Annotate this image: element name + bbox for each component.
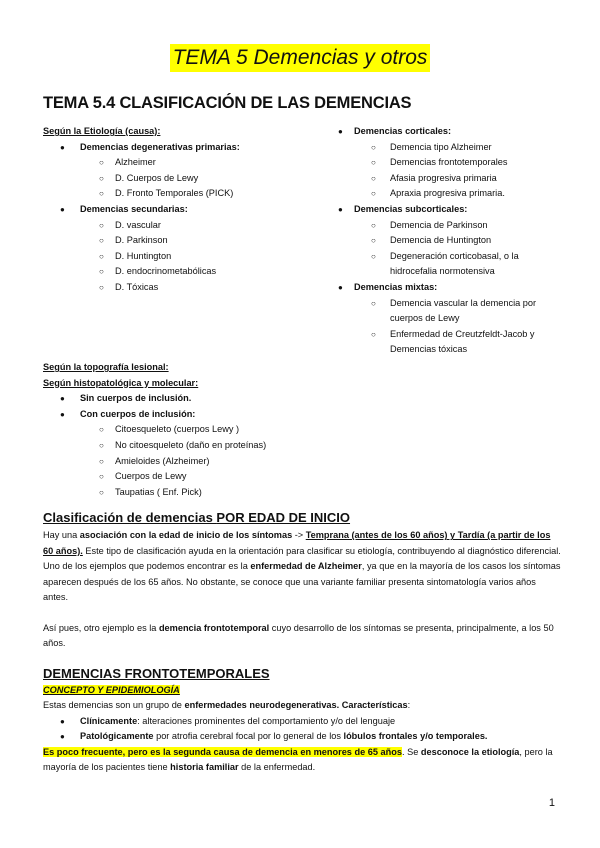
bullet-icon: ● [338,127,343,136]
list-item: ○ D. Fronto Temporales (PICK) [43,186,323,202]
list-item: ○ Amieloides (Alzheimer) [43,454,563,470]
ftd-subheading: CONCEPTO Y EPIDEMIOLOGÍA [43,684,180,695]
list-item: ○ Demencias frontotemporales [338,155,563,171]
histo-label: Según histopatológica y molecular: [43,377,199,388]
list-item: ○ Cuerpos de Lewy [43,469,563,485]
edad-paragraph-1: Hay una asociación con la edad de inicio de los síntomas -> Temprana (antes de los 60 años) y Tardía (a partir de los 60 años). Este tipo de clasificación ayuda en la orientación para clasificar su etiología, contribuyendo al diagnóstico diferencial. [43,530,561,556]
edad-paragraph-3: Así pues, otro ejemplo es la demencia frontotemporal cuyo desarrollo de los síntomas se presenta, principalmente, a los 50 años. [43,622,554,649]
bullet-icon: ● [60,394,65,404]
circle-bullet-icon: ○ [99,173,104,183]
circle-bullet-icon: ○ [99,425,104,435]
section-heading: TEMA 5.4 CLASIFICACIÓN DE LAS DEMENCIAS [43,94,412,112]
bullet-icon: ● [338,204,343,214]
bullet-icon: ● [60,409,65,419]
circle-bullet-icon: ○ [99,267,104,277]
circle-bullet-icon: ○ [99,251,104,261]
list-item: ● Demencias secundarias: [43,202,323,218]
page-title: TEMA 5 Demencias y otros [170,44,431,72]
list-item: ○ Enfermedad de Creutzfeldt-Jacob y Demencias tóxicas [371,328,535,355]
list-item: ○ D. Huntington [43,249,323,265]
list-item: ○ D. vascular [43,218,323,234]
circle-bullet-icon: ○ [371,236,376,246]
list-item: ○ Degeneración corticobasal, o la hidrocefalia normotensiva [371,250,519,277]
list-item: ○ D. endocrinometabólicas [43,264,323,280]
circle-bullet-icon: ○ [99,220,104,230]
etiologia-label: Según la Etiología (causa): [43,126,161,136]
bullet-icon: ● [338,282,343,292]
circle-bullet-icon: ○ [99,456,104,466]
list-item: ○ Taupatias ( Enf. Pick) [43,485,563,501]
list-item: ○ Demencia vascular la demencia por cuerpos de Lewy [371,297,537,324]
circle-bullet-icon: ○ [99,158,104,168]
bullet-icon: ● [60,204,65,214]
list-item: ○ No citoesqueleto (daño en proteínas) [43,438,563,454]
main-content [43,360,563,776]
list-item: ● Clínicamente: alteraciones prominentes del comportamiento y/o del lenguaje [43,714,563,730]
circle-bullet-icon: ○ [371,142,376,152]
circle-bullet-icon: ○ [371,220,376,230]
left-column [43,124,323,296]
ftd-paragraph: Es poco frecuente, pero es la segunda causa de demencia en menores de 65 años. Se desconoce la etiología, pero la mayoría de los pacientes tiene historia familiar de la enfermedad. [43,746,553,773]
list-item: ● Demencias mixtas: [338,280,563,296]
list-item: ○ Citoesqueleto (cuerpos Lewy ) [43,422,563,438]
circle-bullet-icon: ○ [99,472,104,482]
circle-bullet-icon: ○ [371,173,376,183]
circle-bullet-icon: ○ [99,282,104,292]
edad-paragraph-2: Uno de los ejemplos que podemos encontrar es la enfermedad de Alzheimer, ya que en la mayoría de los casos los síntomas aparecen después de los 65 años. No obstante, se conoce que una variante familiar presenta sintomatología varios años antes. [43,561,561,603]
list-item: ○ Alzheimer [43,155,323,171]
ftd-heading: DEMENCIAS FRONTOTEMPORALES [43,665,270,681]
right-column [338,124,563,358]
list-item: ○ Afasia progresiva primaria [338,171,563,187]
list-item: ● Patológicamente por atrofia cerebral focal por lo general de los lóbulos frontales y/o temporales. [43,729,563,745]
bullet-icon: ● [60,716,65,726]
list-item: ● Sin cuerpos de inclusión. [43,391,563,407]
circle-bullet-icon: ○ [99,189,104,199]
bullet-icon: ● [60,142,65,152]
edad-heading: Clasificación de demencias POR EDAD DE INICIO [43,510,351,526]
list-item: ● Demencias subcorticales: [338,202,563,218]
list-item: ○ Demencia de Parkinson [338,218,563,234]
circle-bullet-icon: ○ [371,189,376,199]
list-item: ○ D. Parkinson [43,233,323,249]
topografia-label: Según la topografía lesional: [43,362,169,372]
list-item: ○ Demencia de Huntington [338,233,563,249]
title-block [0,44,600,72]
list-item: ● Demencias corticales: [338,124,563,140]
circle-bullet-icon: ○ [371,298,376,308]
list-item: ○ D. Tóxicas [43,280,323,296]
circle-bullet-icon: ○ [99,236,104,246]
circle-bullet-icon: ○ [371,329,376,339]
list-item: ○ Apraxia progresiva primaria. [338,186,563,202]
circle-bullet-icon: ○ [99,487,104,497]
list-item: ● Con cuerpos de inclusión: [43,407,563,423]
list-item: ○ Demencia tipo Alzheimer [338,140,563,156]
list-item: ● Demencias degenerativas primarias: [43,140,323,156]
ftd-intro: Estas demencias son un grupo de enfermedades neurodegenerativas. Características: [43,700,411,711]
circle-bullet-icon: ○ [371,251,376,261]
page-number: 1 [548,797,555,809]
circle-bullet-icon: ○ [99,440,104,450]
circle-bullet-icon: ○ [371,158,376,168]
list-item: ○ D. Cuerpos de Lewy [43,171,323,187]
bullet-icon: ● [60,732,65,742]
